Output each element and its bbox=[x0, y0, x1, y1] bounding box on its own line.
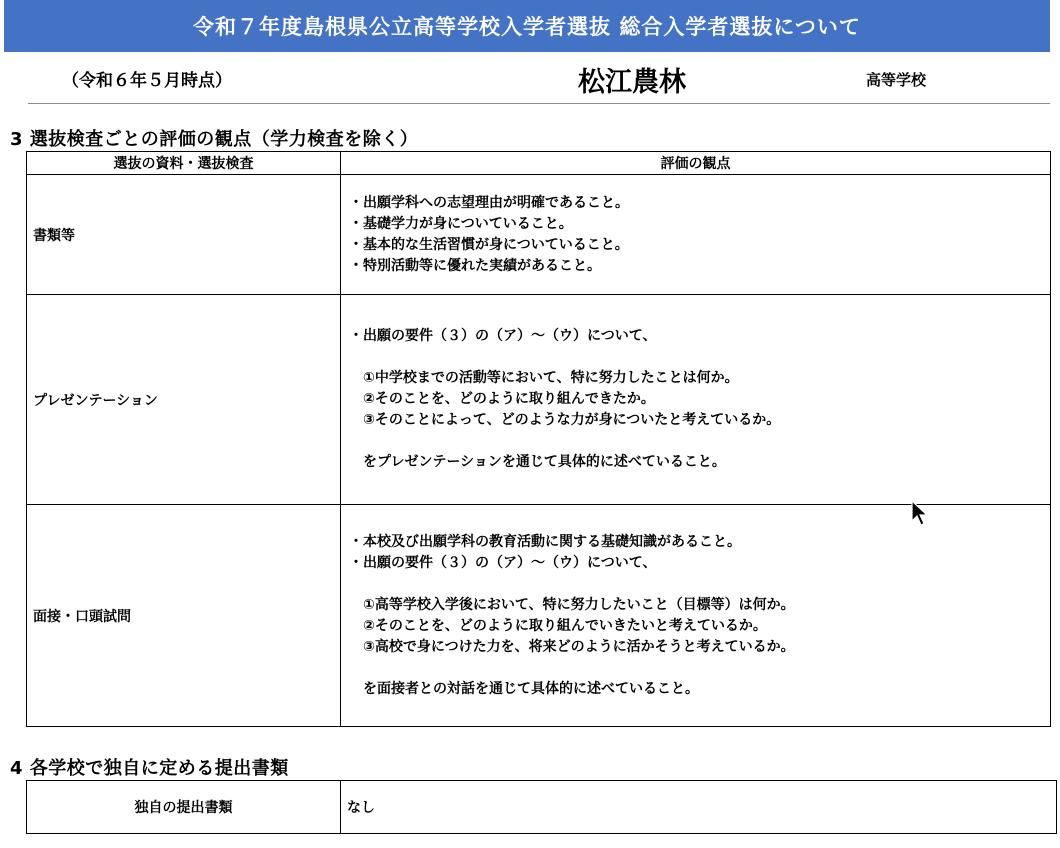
blank-line bbox=[349, 574, 1050, 595]
viewpoint-line: ・基本的な生活習慣が身についていること。 bbox=[349, 236, 629, 253]
viewpoint-line: ・出願学科への志望理由が明確であること。 bbox=[349, 194, 629, 211]
blank-line bbox=[349, 431, 1050, 452]
blank-line bbox=[349, 658, 1050, 679]
viewpoint-line: ②そのことを、どのように取り組んできたか。 bbox=[363, 391, 655, 407]
viewpoint-line: ・特別活動等に優れた実績があること。 bbox=[349, 257, 601, 274]
documents-table bbox=[26, 780, 1057, 834]
viewpoint-line: をプレゼンテーションを通じて具体的に述べていること。 bbox=[363, 454, 726, 470]
viewpoint-line: ・出願の要件（３）の（ア）～（ウ）について、 bbox=[349, 328, 657, 344]
documents-label: 独自の提出書類 bbox=[27, 781, 341, 834]
title-banner bbox=[4, 0, 1050, 52]
page-title: 令和７年度島根県公立高等学校入学者選抜 総合入学者選抜について bbox=[193, 15, 861, 39]
documents-value: なし bbox=[341, 781, 1057, 834]
row-viewpoints-interview bbox=[341, 505, 1051, 727]
row-label-documents: 書類等 bbox=[27, 175, 341, 295]
viewpoint-line: ①高等学校入学後において、特に努力したいこと（目標等）は何か。 bbox=[363, 596, 795, 613]
mouse-pointer-icon bbox=[911, 500, 931, 528]
table-row bbox=[27, 175, 1051, 295]
viewpoint-line: を面接者との対話を通じて具体的に述べていること。 bbox=[363, 680, 699, 697]
date-note: （令和６年５月時点） bbox=[62, 71, 232, 91]
viewpoint-line: ②そのことを、どのように取り組んでいきたいと考えているか。 bbox=[363, 617, 767, 634]
row-viewpoints-presentation bbox=[341, 295, 1051, 505]
section3-heading: 3 選抜検査ごとの評価の観点（学力検査を除く） bbox=[10, 129, 419, 150]
subtitle-row bbox=[0, 52, 1060, 104]
evaluation-table bbox=[26, 151, 1051, 727]
row-viewpoints-documents bbox=[341, 175, 1051, 295]
table-row bbox=[27, 781, 1057, 834]
row-label-presentation: プレゼンテーション bbox=[27, 295, 341, 505]
table-row bbox=[27, 295, 1051, 505]
viewpoint-line: ・本校及び出願学科の教育活動に関する基礎知識があること。 bbox=[349, 533, 741, 550]
divider bbox=[28, 103, 1050, 104]
school-name: 松江農林 bbox=[578, 67, 686, 98]
school-suffix: 高等学校 bbox=[866, 71, 927, 89]
blank-line bbox=[349, 347, 1050, 368]
viewpoint-line: ③高校で身につけた力を、将来どのように活かそうと考えているか。 bbox=[363, 638, 795, 655]
viewpoint-line: ・基礎学力が身についていること。 bbox=[349, 215, 573, 232]
viewpoint-line: ・出願の要件（３）の（ア）～（ウ）について、 bbox=[349, 554, 657, 571]
section4-heading: 4 各学校で独自に定める提出書類 bbox=[10, 758, 289, 779]
viewpoint-line: ③そのことによって、どのような力が身についたと考えているか。 bbox=[363, 412, 781, 428]
table-header-row bbox=[27, 152, 1051, 175]
viewpoint-line: ①中学校までの活動等において、特に努力したことは何か。 bbox=[363, 370, 739, 386]
column-header-material: 選抜の資料・選抜検査 bbox=[27, 152, 341, 175]
column-header-viewpoint: 評価の観点 bbox=[341, 152, 1051, 175]
row-label-interview: 面接・口頭試問 bbox=[27, 505, 341, 727]
table-row bbox=[27, 505, 1051, 727]
